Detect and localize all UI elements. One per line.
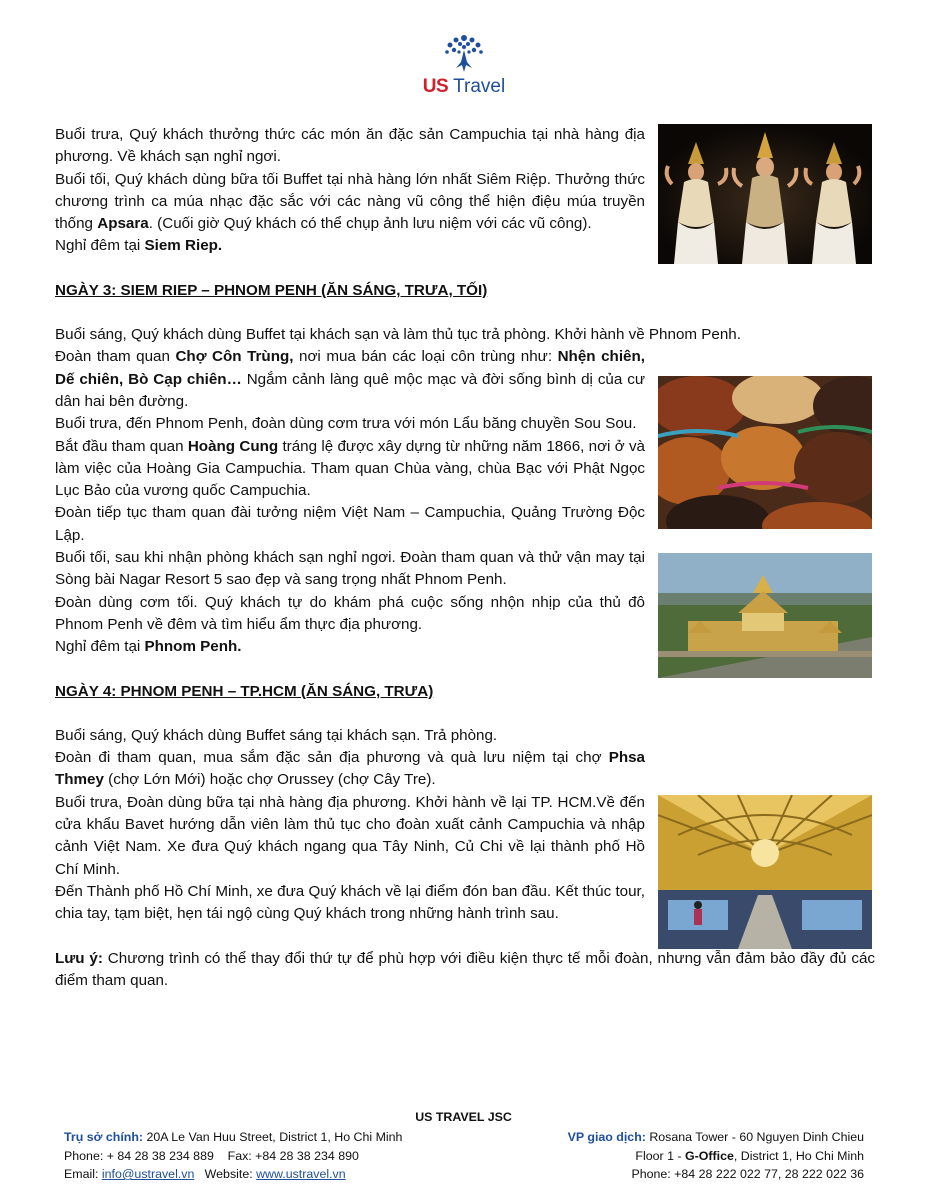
page-footer bbox=[0, 1108, 927, 1181]
hq-address: 20A Le Van Huu Street, District 1, Ho Chi Minh bbox=[143, 1130, 403, 1144]
website-label: Website: bbox=[194, 1167, 257, 1181]
note-paragraph bbox=[55, 948, 875, 993]
paragraph bbox=[55, 436, 645, 503]
paragraph: Buổi sáng, Quý khách dùng Buffet tại khách sạn và làm thủ tục trả phòng. Khởi hành về Phnom Penh. bbox=[55, 326, 741, 344]
office-label: VP giao dịch: bbox=[567, 1130, 646, 1144]
paragraph: Buổi trưa, Đoàn dùng bữa tại nhà hàng địa phương. Khởi hành về lại TP. HCM.Về đến cửa khẩu Bavet hướng dẫn viên làm thủ tục cho đoàn xuất cảnh Campuchia và nhập cảnh Việt Nam. Xe đưa Quý khách ngang qua Tây Ninh, Củ Chi về lại thành phố Hồ Chí Minh. bbox=[55, 793, 645, 878]
day3-heading: NGÀY 3: SIEM RIEP – PHNOM PENH (ĂN SÁNG, TRƯA, TỐI) bbox=[55, 281, 488, 299]
text: tráng lệ được xây dựng từ những năm 1866, nơi ở và làm việc của Hoàng Gia Campuchia. Tham quan Chùa vàng, chùa Bạc với Phật Ngọc Lục Bảo của vương quốc Campuchia. bbox=[55, 437, 645, 500]
bold-text: Siem Riep. bbox=[144, 237, 223, 255]
tree-logo-icon bbox=[440, 32, 488, 74]
paragraph: Buổi trưa, đến Phnom Penh, đoàn dùng cơm trưa với món Lẩu băng chuyền Sou Sou. bbox=[55, 415, 637, 433]
itinerary-content bbox=[55, 124, 875, 992]
paragraph bbox=[55, 636, 645, 658]
office-address: Rosana Tower - 60 Nguyen Dinh Chieu bbox=[645, 1130, 864, 1144]
text: Floor 1 - bbox=[635, 1148, 685, 1163]
logo-travel-text: Travel bbox=[453, 76, 506, 97]
paragraph: Đến Thành phố Hồ Chí Minh, xe đưa Quý khách về lại điểm đón ban đầu. Kết thúc tour, chia tay, tạm biệt, hẹn tái ngộ cùng Quý khách trong những hành trình sau. bbox=[55, 882, 645, 923]
bold-text: Phnom Penh. bbox=[144, 638, 242, 656]
paragraph bbox=[55, 169, 645, 236]
footer-company: US TRAVEL JSC bbox=[415, 1110, 512, 1124]
bold-text: Hoàng Cung bbox=[187, 437, 279, 455]
paragraph: Đoàn tiếp tục tham quan đài tưởng niệm Việt Nam – Campuchia, Quảng Trường Độc Lập. bbox=[55, 504, 645, 544]
text: Nghỉ đêm tại bbox=[55, 638, 145, 656]
paragraph bbox=[55, 346, 645, 413]
text: nơi mua bán các loại côn trùng như: bbox=[293, 348, 558, 366]
text: Đoàn tham quan bbox=[55, 348, 176, 366]
day2-continuation bbox=[55, 124, 875, 258]
email-label: Email: bbox=[64, 1167, 102, 1181]
text: Ngắm cảnh làng quê mộc mạc và đời sống bình dị của cư dân hai bên đường. bbox=[55, 370, 645, 410]
office-phone: Phone: +84 28 222 022 77, 28 222 022 36 bbox=[631, 1167, 864, 1181]
hq-label: Trụ sở chính: bbox=[64, 1130, 144, 1144]
footer-headquarters bbox=[64, 1128, 402, 1184]
day4-heading: NGÀY 4: PHNOM PENH – TP.HCM (ĂN SÁNG, TRƯA) bbox=[55, 682, 434, 700]
website-link[interactable]: www.ustravel.vn bbox=[256, 1167, 346, 1181]
email-link[interactable]: info@ustravel.vn bbox=[101, 1167, 195, 1181]
bold-text: Chợ Côn Trùng, bbox=[175, 348, 294, 366]
footer-office bbox=[568, 1128, 864, 1184]
paragraph: Buổi trưa, Quý khách thưởng thức các món ăn đặc sản Campuchia tại nhà hàng địa phương. Về khách sạn nghỉ ngơi. bbox=[55, 126, 645, 166]
us-travel-logo bbox=[414, 32, 514, 102]
text: , District 1, Ho Chi Minh bbox=[733, 1148, 864, 1163]
note-label: Lưu ý: bbox=[55, 949, 103, 967]
note-text: Chương trình có thể thay đổi thứ tự để phù hợp với điều kiện thực tế mỗi đoàn, nhưng vẫn đảm bảo đầy đủ các điểm tham quan. bbox=[55, 949, 875, 989]
paragraph bbox=[55, 747, 645, 792]
paragraph: Đoàn dùng cơm tối. Quý khách tự do khám phá cuộc sống nhộn nhịp của thủ đô Phnom Penh về đêm và tìm hiểu ẩm thực địa phương. bbox=[55, 593, 645, 633]
text: Bắt đầu tham quan bbox=[55, 437, 188, 455]
paragraph bbox=[55, 235, 645, 257]
text: Buổi tối, Quý khách dùng bữa tối Buffet tại nhà hàng lớn nhất Siêm Riệp. Thưởng thức chương trình ca múa nhạc đặc sắc với các nàng vũ công thể hiện điệu múa truyền thống bbox=[55, 170, 645, 233]
bold-text: Phsa Thmey bbox=[55, 749, 645, 789]
text: Đoàn đi tham quan, mua sắm đặc sản địa phương và quà lưu niệm tại chợ bbox=[55, 749, 609, 767]
text: (chợ Lớn Mới) hoặc chợ Orussey (chợ Cây Tre). bbox=[103, 771, 436, 789]
logo-us-text: US bbox=[422, 76, 449, 97]
bold-text: Apsara bbox=[97, 215, 149, 233]
text: . (Cuối giờ Quý khách có thể chụp ảnh lưu niệm với các vũ công). bbox=[148, 215, 592, 233]
paragraph: Buổi sáng, Quý khách dùng Buffet sáng tại khách sạn. Trả phòng. bbox=[55, 726, 498, 744]
bold-text: G-Office bbox=[684, 1148, 734, 1163]
paragraph: Buổi tối, sau khi nhận phòng khách sạn nghỉ ngơi. Đoàn tham quan và thử vận may tại Sòng bài Nagar Resort 5 sao đẹp và sang trọng nhất Phnom Penh. bbox=[55, 549, 645, 589]
phone-fax: Phone: + 84 28 38 234 889 Fax: +84 28 38 234 890 bbox=[64, 1148, 359, 1163]
day3-section bbox=[55, 324, 875, 658]
text: Nghỉ đêm tại bbox=[55, 237, 145, 255]
bold-text: Nhện chiên, Dế chiên, Bò Cạp chiên… bbox=[55, 348, 645, 388]
day4-section bbox=[55, 725, 875, 926]
